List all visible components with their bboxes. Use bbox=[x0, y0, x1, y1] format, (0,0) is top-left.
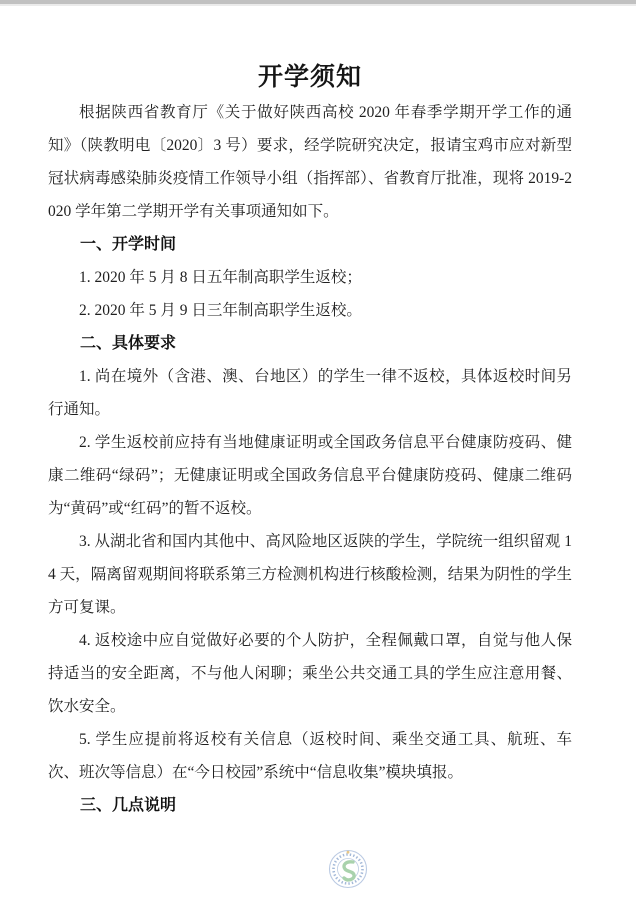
paragraph: 根据陕西省教育厅《关于做好陕西高校 2020 年春季学期开学工作的通知》（陕教明电〔2020〕3 号）要求，经学院研究决定，报请宝鸡市应对新型冠状病毒感染肺炎疫情工作领导小组（指挥部）、省教育厅批准，现将 2019-2020 学年第二学期开学有关事项通知如下。 bbox=[48, 104, 572, 220]
paragraph: 5. 学生应提前将返校有关信息（返校时间、乘坐交通工具、航班、车次、班次等信息）在“今日校园”系统中“信息收集”模块填报。 bbox=[48, 731, 572, 781]
section-heading: 三、几点说明 bbox=[80, 797, 177, 814]
school-seal-icon bbox=[327, 847, 369, 893]
section-heading: 一、开学时间 bbox=[80, 236, 177, 253]
document-content bbox=[0, 6, 636, 822]
document-body bbox=[48, 96, 572, 822]
school-seal-stamp bbox=[327, 847, 369, 893]
paragraph: 2. 学生返校前应持有当地健康证明或全国政务信息平台健康防疫码、健康二维码“绿码”；无健康证明或全国政务信息平台健康防疫码、健康二维码为“黄码”或“红码”的暂不返校。 bbox=[48, 434, 572, 517]
paragraph: 4. 返校途中应自觉做好必要的个人防护，全程佩戴口罩，自觉与他人保持适当的安全距离，不与他人闲聊；乘坐公共交通工具的学生应注意用餐、饮水安全。 bbox=[48, 632, 572, 715]
paragraph: 1. 2020 年 5 月 8 日五年制高职学生返校； bbox=[79, 269, 362, 286]
section-heading: 二、具体要求 bbox=[80, 335, 177, 352]
paragraph: 1. 尚在境外（含港、澳、台地区）的学生一律不返校，具体返校时间另行通知。 bbox=[48, 368, 572, 418]
paragraph: 2. 2020 年 5 月 9 日三年制高职学生返校。 bbox=[79, 302, 362, 319]
paragraph: 3. 从湖北省和国内其他中、高风险地区返陕的学生，学院统一组织留观 14 天，隔离留观期间将联系第三方检测机构进行核酸检测，结果为阴性的学生方可复课。 bbox=[48, 533, 572, 616]
document-title: 开学须知 bbox=[257, 63, 362, 91]
